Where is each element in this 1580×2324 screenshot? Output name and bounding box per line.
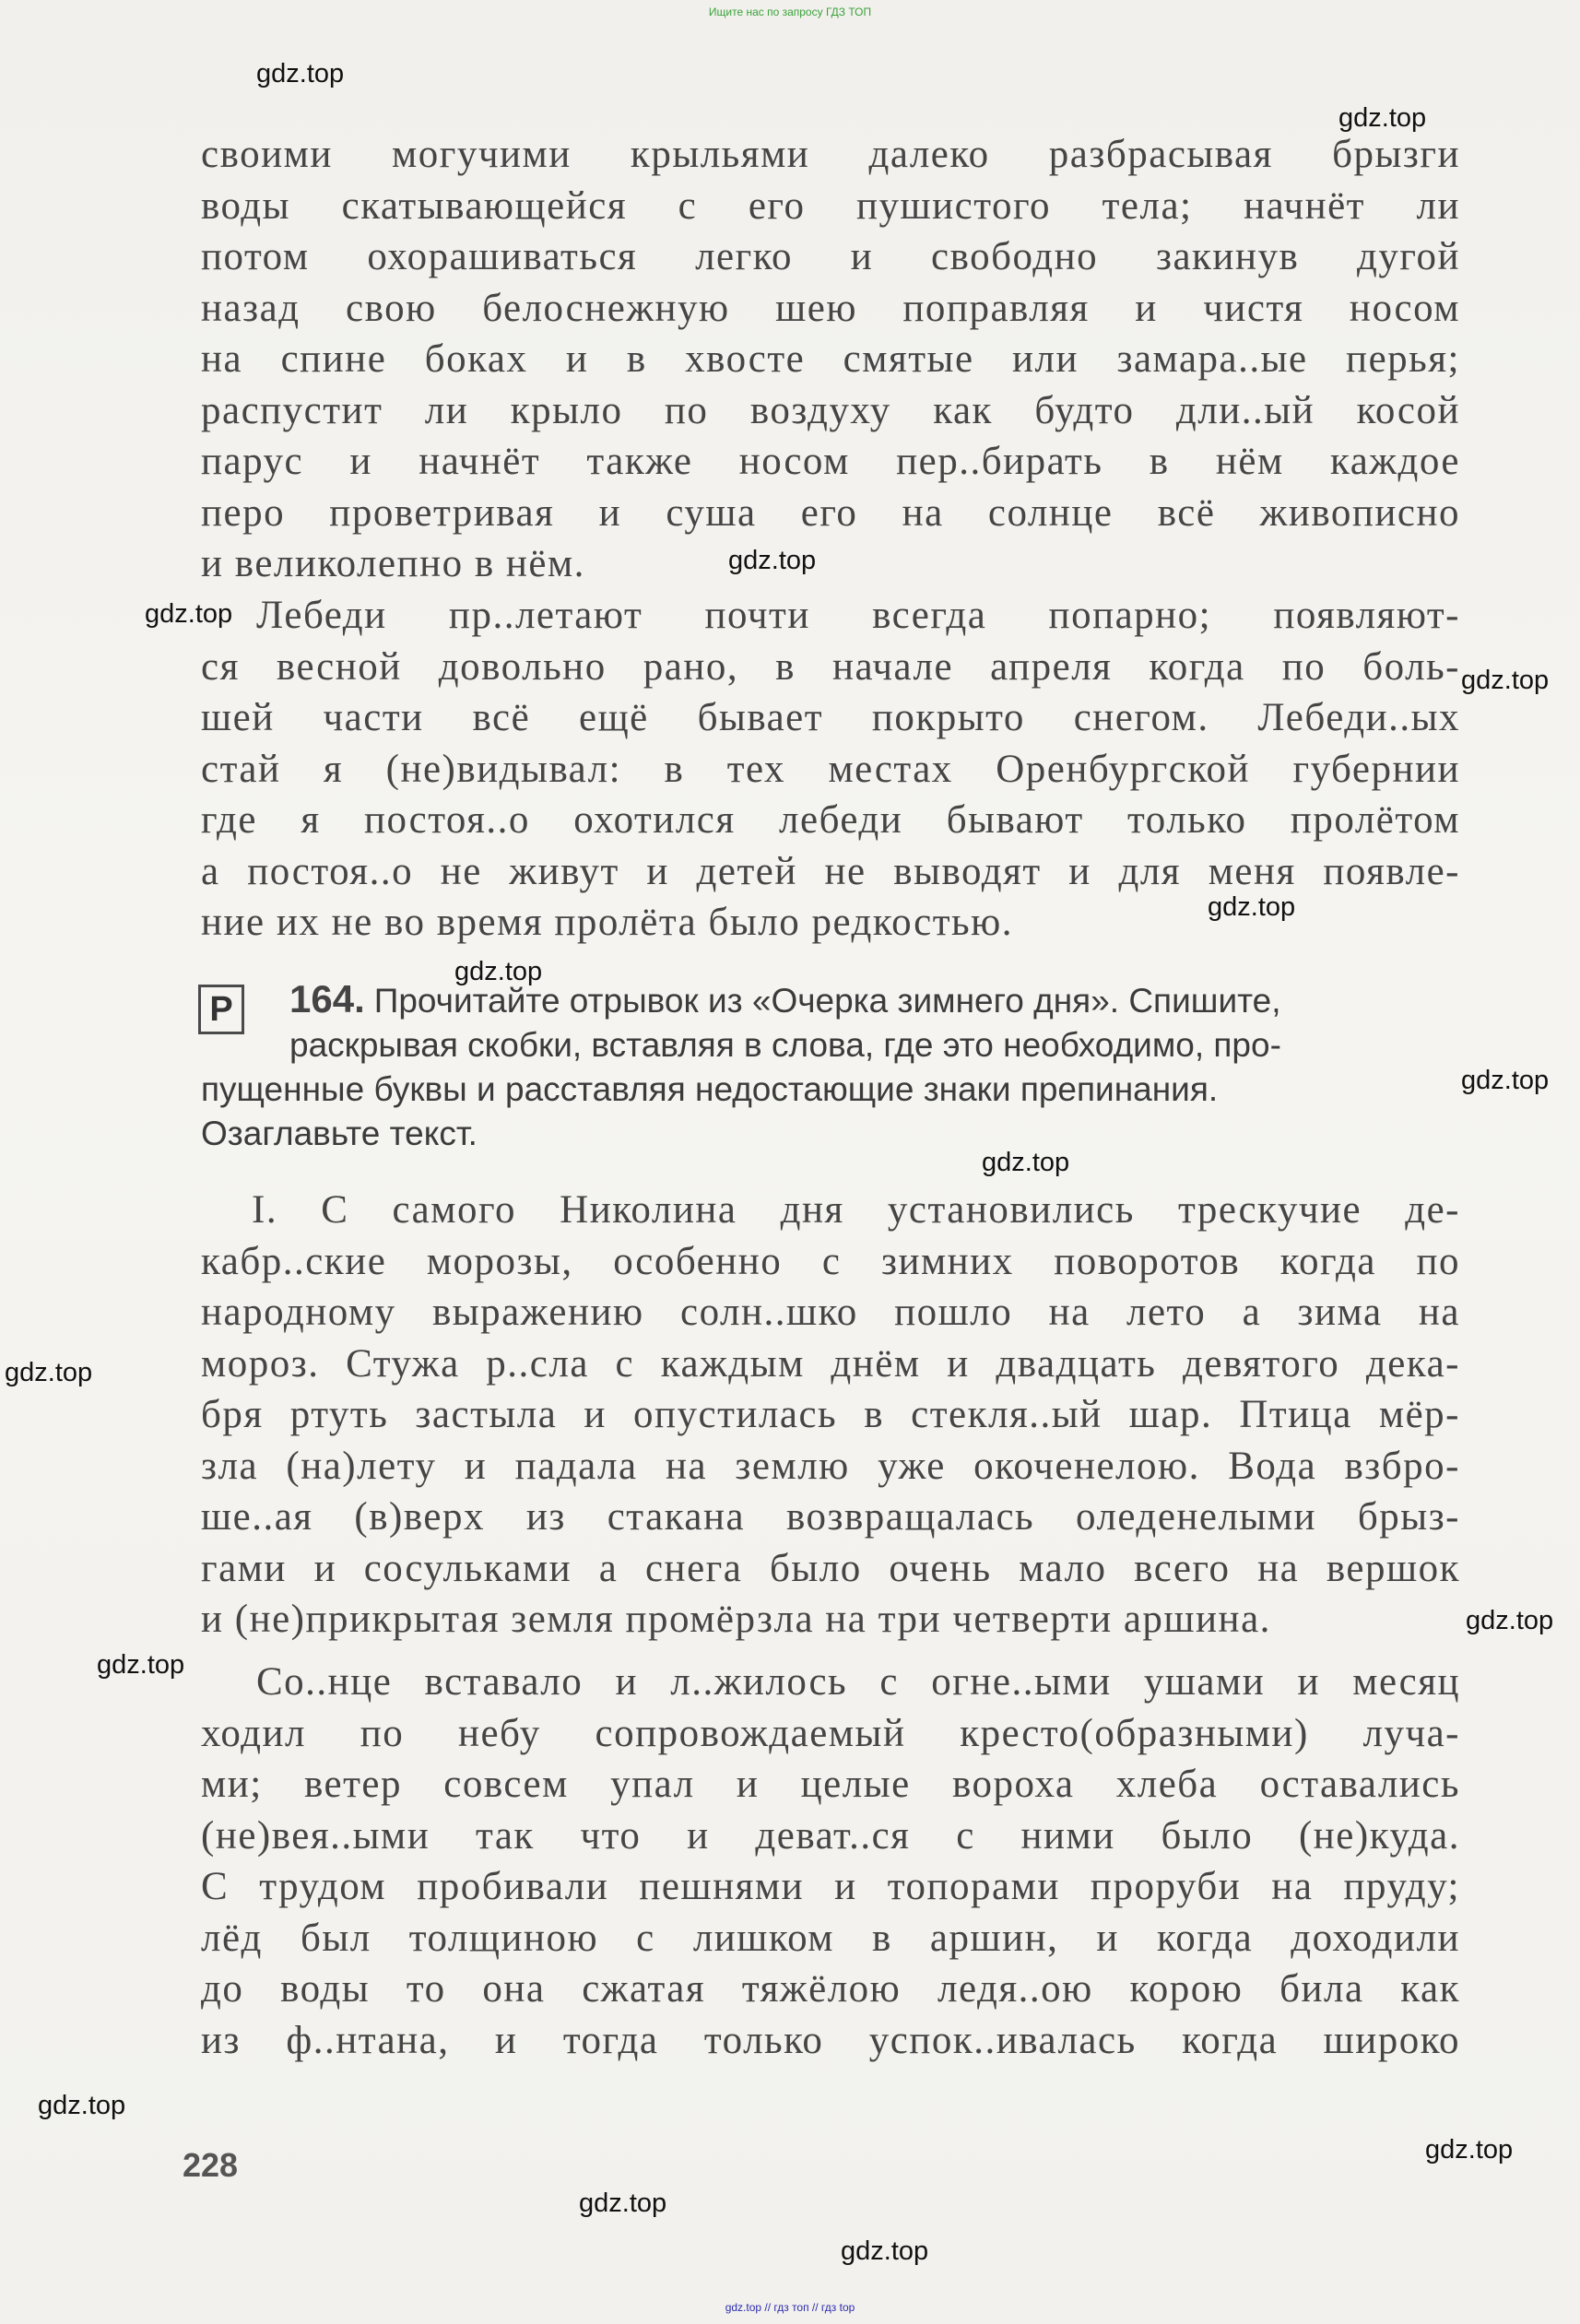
watermark: gdz.top [145,599,233,629]
watermark: gdz.top [1461,1066,1550,1095]
paragraph-3 [201,1185,1460,1646]
text-line: потом охорашиваться легко и свободно закинув дугой [201,235,1460,278]
watermark: gdz.top [841,2236,929,2266]
task-number: 164. [289,977,365,1020]
text-line: стай я (не)видывал: в тех местах Оренбургской губернии [201,747,1460,791]
text-line: назад свою белоснежную шею поправляя и чистя носом [201,286,1460,330]
text-line: народному выражению солн..шко пошло на лето а зима на [201,1291,1460,1334]
watermark: gdz.top [1208,892,1296,922]
top-banner: Ищите нас по запросу ГДЗ ТОП [708,6,872,18]
text-line: ми; ветер совсем упал и целые вороха хлеба оставались [201,1763,1460,1806]
text-line: ше..ая (в)верх из стакана возвращалась оледенелыми брыз- [201,1495,1460,1539]
text-line: (не)вея..ыми так что и деват..ся с ними было (не)куда. [201,1813,1460,1858]
text-line: зла (на)лету и падала на землю уже окоченелою. Вода взбро- [201,1444,1460,1488]
watermark: gdz.top [256,59,345,88]
text-line: где я постоя..о охотился лебеди бывают только пролётом [201,798,1460,842]
text-line: воды скатывающейся с его пушистого тела; начнёт ли [201,183,1460,228]
text-line: лёд был толщиною с лишком в аршин, и когда доходили [201,1916,1460,1960]
text-line: С трудом пробивали пешнями и топорами проруби на пруду; [201,1865,1460,1908]
task-text: Озаглавьте текст. [201,1115,478,1152]
task-text: пущенные буквы и расставляя недостающие знаки препинания. [201,1070,1219,1108]
task-instruction [201,977,1460,1156]
text-line: Со..нце вставало и л..жилось с огне..ыми ушами и месяц [256,1660,1460,1704]
text-line: ся весной довольно рано, в начале апреля когда по боль- [201,644,1460,689]
text-line: и великолепно в нём. [201,542,585,585]
watermark: gdz.top [1466,1606,1554,1635]
text-line: I. С самого Николина дня установились трескучие де- [252,1188,1460,1232]
text-line: парус и начнёт также носом пер..бирать в нём каждое [201,440,1460,483]
text-line: из ф..нтана, и тогда только успок..ивалась когда широко [201,2018,1460,2062]
watermark: gdz.top [579,2188,667,2218]
text-line: мороз. Стужа р..сла с каждым днём и двадцать девятого дека- [201,1341,1460,1386]
watermark: gdz.top [1425,2135,1514,2165]
text-line: Лебеди пр..летают почти всегда попарно; появляют- [256,594,1460,637]
text-line: кабр..ские морозы, особенно с зимних поворотов когда по [201,1239,1460,1283]
bottom-banner: gdz.top // гдз топ // гдз top [725,2301,855,2314]
watermark: gdz.top [5,1358,93,1387]
watermark: gdz.top [728,546,817,575]
text-line: а постоя..о не живут и детей не выводят и для меня появле- [201,849,1460,893]
text-line: ходил по небу сопровождаемый кресто(образными) луча- [201,1711,1460,1755]
paragraph-4 [201,1657,1460,2066]
task-text: раскрывая скобки, вставляя в слова, где это необходимо, про- [289,1026,1281,1064]
text-line: гами и сосульками а снега было очень мало всего на вершок [201,1546,1460,1590]
watermark: gdz.top [982,1148,1070,1177]
text-line: до воды то она сжатая тяжёлою ледя..ою корою била как [201,1967,1460,2011]
text-line: шей части всё ещё бывает покрыто снегом. Лебеди..ых [201,696,1460,739]
task-line-1 [201,977,1460,1023]
watermark: gdz.top [97,1650,185,1680]
task-r-badge: Р [198,985,244,1034]
paragraph-1 [201,129,1460,590]
watermark: gdz.top [1338,103,1427,133]
text-line: на спине боках и в хвосте смятые или замара..ые перья; [201,337,1460,381]
page-number: 228 [183,2146,239,2184]
watermark: gdz.top [38,2091,126,2120]
task-text: Прочитайте отрывок из «Очерка зимнего дня». Спишите, [373,982,1281,1020]
watermark: gdz.top [1461,666,1550,695]
watermark: gdz.top [454,957,543,986]
text-line: перо проветривая и суша его на солнце всё живописно [201,490,1460,535]
text-line: и (не)прикрытая земля промёрзла на три четверти аршина. [201,1598,1271,1641]
text-line: ние их не во время пролёта было редкостью. [201,901,1014,944]
text-line: своими могучими крыльями далеко разбрасывая брызги [201,133,1460,176]
text-line: распустит ли крыло по воздуху как будто дли..ый косой [201,388,1460,432]
text-line: бря ртуть застыла и опустилась в стекля..ый шар. Птица мёр- [201,1393,1460,1436]
